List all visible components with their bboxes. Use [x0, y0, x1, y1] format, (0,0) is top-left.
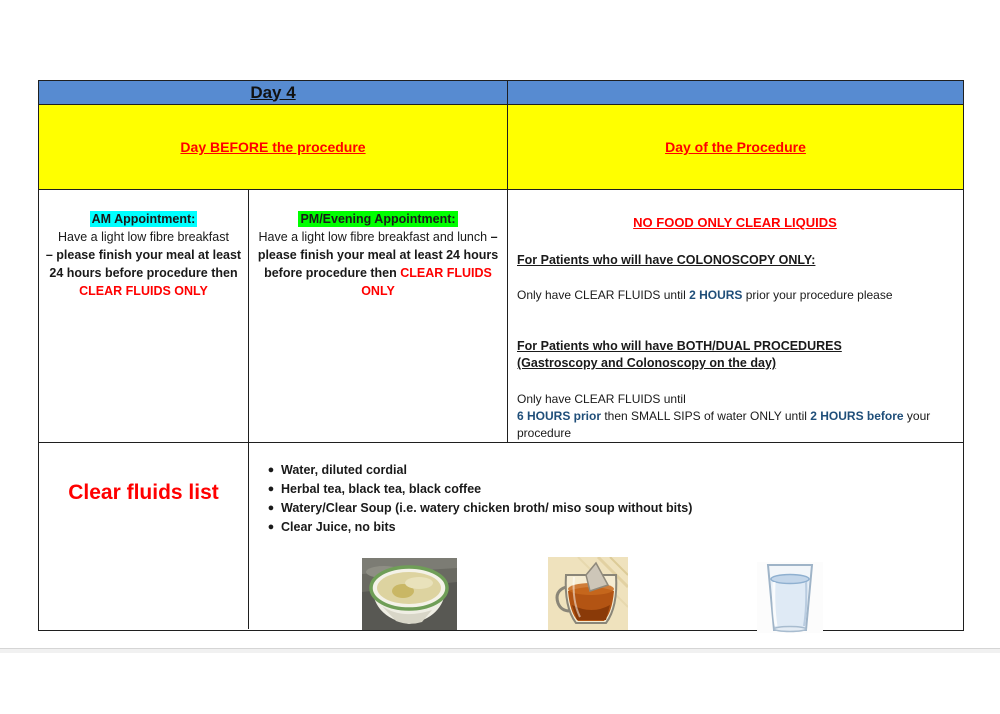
fluid-item-text: Watery/Clear Soup (i.e. watery chicken broth/ miso soup without bits) — [281, 501, 693, 515]
fluid-item-text: Clear Juice, no bits — [281, 520, 396, 534]
list-item — [261, 480, 955, 499]
list-item — [261, 518, 955, 537]
dual-procedures-heading — [517, 338, 953, 372]
day-header-cell-right — [507, 81, 963, 104]
procedure-prep-table — [38, 80, 964, 631]
colonoscopy-pre-text: Only have CLEAR FLUIDS until — [517, 288, 690, 302]
dual-instruction — [517, 391, 953, 442]
subheader-row — [39, 105, 963, 190]
dual-6hours-text: 6 HOURS prior — [517, 409, 602, 423]
clear-fluids-row — [39, 443, 963, 629]
dual-line1: Only have CLEAR FLUIDS until — [517, 392, 686, 406]
black-tea-glass-photo — [548, 557, 628, 630]
dual-line2 — [517, 408, 953, 425]
pm-intro-text: Have a light low fibre breakfast and lunch — [258, 230, 491, 244]
day-header-cell — [39, 81, 507, 104]
page-break-divider — [0, 648, 1000, 653]
pm-clear-fluids-text: CLEAR FLUIDS ONLY — [361, 266, 492, 298]
colonoscopy-post-text: prior your procedure please — [742, 288, 893, 302]
am-appointment-cell — [39, 190, 248, 442]
am-appointment-heading: AM Appointment: — [91, 212, 196, 226]
colonoscopy-2hours-text: 2 HOURS — [689, 288, 743, 302]
colonoscopy-instruction — [517, 287, 953, 304]
day-before-cell — [39, 105, 507, 189]
pm-instruction-paragraph — [253, 228, 503, 300]
dual-heading-line2: (Gastroscopy and Colonoscopy on the day) — [517, 356, 777, 370]
am-clear-fluids-text: CLEAR FLUIDS ONLY — [79, 284, 208, 298]
bullet-icon: ● — [267, 464, 275, 476]
am-appointment-heading-line — [43, 210, 244, 228]
pm-appointment-heading: PM/Evening Appointment: — [300, 212, 456, 226]
clear-fluids-title: Clear fluids list — [68, 481, 219, 504]
colonoscopy-heading: For Patients who will have COLONOSCOPY ONLY: — [517, 253, 816, 267]
pm-bold-text: – please finish your meal at least 24 hours before procedure then — [257, 230, 499, 280]
no-food-title: NO FOOD ONLY CLEAR LIQUIDS — [633, 215, 837, 230]
pm-appointment-cell — [248, 190, 507, 442]
bullet-icon: ● — [267, 521, 275, 533]
clear-soup-bowl-photo — [362, 558, 457, 630]
dual-mid-text: then SMALL SIPS of water ONLY until — [601, 409, 811, 423]
dual-2hours-text: 2 HOURS before — [810, 409, 904, 423]
am-bold-text: – please finish your meal at least 24 hours before procedure then — [45, 248, 242, 280]
day-of-procedure-cell — [507, 190, 963, 442]
dual-line3: procedure — [517, 426, 572, 440]
table-header-row — [39, 81, 963, 105]
day-title: Day 4 — [250, 82, 296, 102]
pm-appointment-heading-line — [253, 210, 503, 228]
clear-fluids-title-cell — [39, 443, 248, 629]
fluid-item-text: Water, diluted cordial — [281, 463, 407, 477]
am-intro-text: Have a light low fibre breakfast — [58, 230, 229, 244]
list-item — [261, 499, 955, 518]
dual-post-text: your — [903, 409, 931, 423]
water-glass-photo — [757, 562, 823, 633]
list-item — [261, 461, 955, 480]
bullet-icon: ● — [267, 502, 275, 514]
day-of-cell — [507, 105, 963, 189]
instructions-row — [39, 190, 963, 443]
dual-heading-line1: For Patients who will have BOTH/DUAL PROCEDURES — [517, 339, 842, 353]
day-of-title: Day of the Procedure — [665, 139, 806, 155]
bullet-icon: ● — [267, 483, 275, 495]
day-before-title: Day BEFORE the procedure — [180, 139, 366, 155]
fluid-item-text: Herbal tea, black tea, black coffee — [281, 482, 482, 496]
